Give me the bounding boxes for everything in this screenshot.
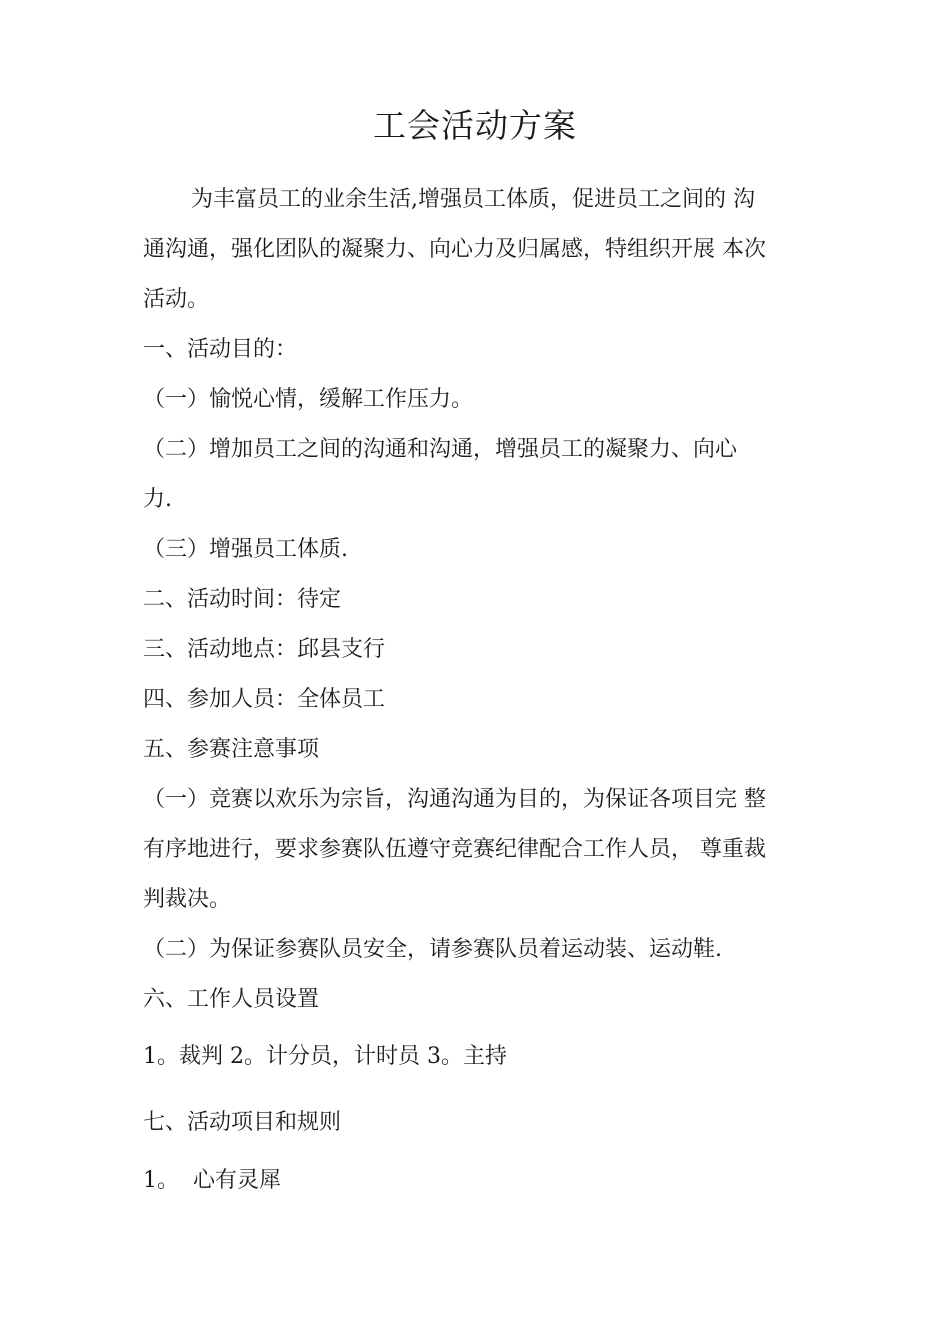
notes-item: （二）为保证参赛队员安全，请参赛队员着运动装、运动鞋. (143, 937, 722, 962)
purpose-item-continuation: 力. (143, 487, 172, 512)
document-body (143, 325, 815, 1025)
section-heading-notes: 五、参赛注意事项 (143, 737, 320, 762)
activity-item: 1。 心有灵犀 (143, 1168, 281, 1193)
purpose-item: （一）愉悦心情，缓解工作压力。 (143, 387, 474, 412)
section-heading-time: 二、活动时间：待定 (143, 587, 342, 612)
intro-line: 通沟通，强化团队的凝聚力、向心力及归属感，特组织开展 本次 (143, 237, 766, 262)
section-heading-staff: 六、工作人员设置 (143, 987, 320, 1012)
section-heading-purpose: 一、活动目的： (143, 337, 298, 362)
notes-item-continuation: 有序地进行，要求参赛队伍遵守竞赛纪律配合工作人员， 尊重裁 (143, 837, 766, 862)
document-title: 工会活动方案 (373, 106, 577, 145)
staff-roles-line: 1。裁判 2。计分员，计时员 3。主持 (143, 1044, 507, 1069)
intro-paragraph (143, 175, 815, 325)
section-heading-activities: 七、活动项目和规则 (143, 1110, 342, 1135)
notes-item: （一）竞赛以欢乐为宗旨，沟通沟通为目的，为保证各项目完 整 (143, 787, 766, 812)
intro-line: 为丰富员工的业余生活,增强员工体质，促进员工之间的 沟 (191, 187, 755, 212)
purpose-item: （二）增加员工之间的沟通和沟通，增强员工的凝聚力、向心 (143, 437, 738, 462)
purpose-item: （三）增强员工体质. (143, 537, 348, 562)
intro-line: 活动。 (143, 287, 210, 312)
notes-item-continuation: 判裁决。 (143, 887, 232, 912)
section-heading-participants: 四、参加人员：全体员工 (143, 687, 386, 712)
section-heading-location: 三、活动地点：邱县支行 (143, 637, 386, 662)
